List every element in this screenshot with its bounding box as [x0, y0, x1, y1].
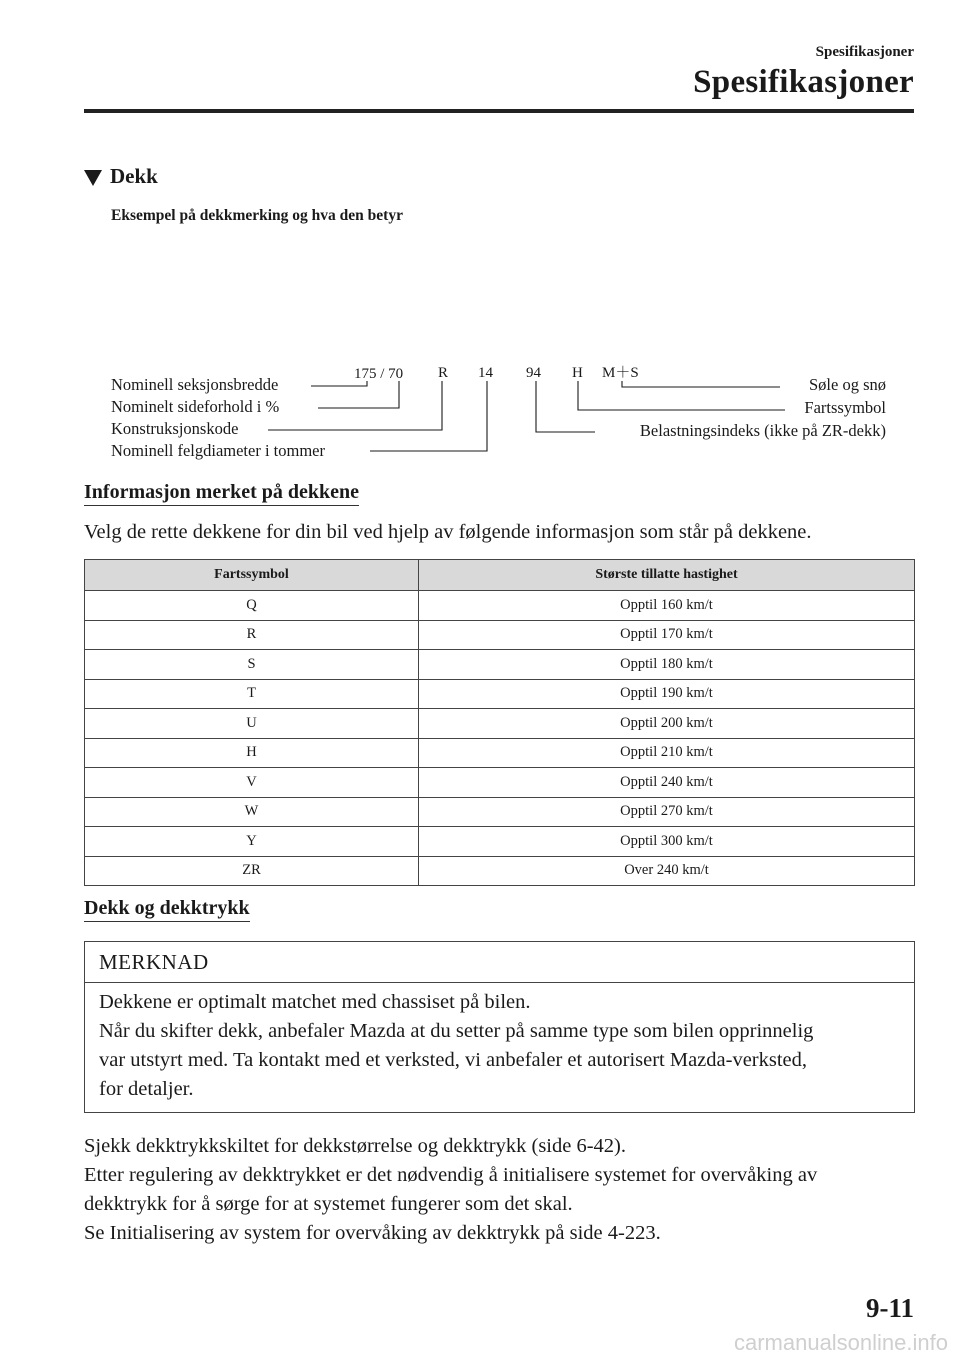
max-speed-cell: Opptil 240 km/t: [419, 768, 915, 798]
table-header-max-speed: Største tillatte hastighet: [419, 560, 915, 591]
max-speed-cell: Opptil 160 km/t: [419, 591, 915, 621]
max-speed-cell: Opptil 180 km/t: [419, 650, 915, 680]
table-row: [85, 650, 915, 680]
info-text: Velg de rette dekkene for din bil ved hjelp av følgende informasjon som står på dekkene.: [84, 521, 812, 543]
table-row: [85, 856, 915, 886]
tyre-pressure-text: [84, 1132, 914, 1248]
speed-symbol-cell: H: [85, 738, 419, 768]
table-row: [85, 797, 915, 827]
speed-symbol-cell: W: [85, 797, 419, 827]
speed-symbol-cell: V: [85, 768, 419, 798]
table-header-speed-symbol: Fartssymbol: [85, 560, 419, 591]
max-speed-cell: Opptil 270 km/t: [419, 797, 915, 827]
note-line: for detaljer.: [99, 1078, 194, 1100]
leader-speed: [578, 381, 785, 410]
label-ms: Søle og snø: [808, 375, 886, 394]
speed-symbol-cell: Q: [85, 591, 419, 621]
body-line: Se Initialisering av system for overvåking av dekktrykk på side 4-223.: [84, 1222, 661, 1244]
triangle-bullet-icon: [84, 170, 102, 186]
max-speed-cell: Opptil 210 km/t: [419, 738, 915, 768]
table-row: [85, 827, 915, 857]
speed-symbol-cell: T: [85, 679, 419, 709]
speed-symbol-cell: U: [85, 709, 419, 739]
leader-load: [536, 381, 595, 432]
body-line: Etter regulering av dekktrykket er det nødvendig å initialisere systemet for overvåking av: [84, 1164, 818, 1186]
max-speed-cell: Opptil 200 km/t: [419, 709, 915, 739]
label-speed: Fartssymbol: [804, 398, 886, 417]
note-line: var utstyrt med. Ta kontakt med et verksted, vi anbefaler et autorisert Mazda-verksted,: [99, 1049, 808, 1071]
header-rule: [84, 109, 914, 113]
code-construction: R: [438, 365, 449, 381]
info-heading: Informasjon merket på dekkene: [84, 481, 359, 506]
note-title: MERKNAD: [85, 942, 914, 983]
running-header-small: Spesifikasjoner: [815, 44, 914, 60]
table-row: [85, 738, 915, 768]
leader-construction: [268, 381, 442, 430]
table-row: [85, 679, 915, 709]
table-row: [85, 768, 915, 798]
note-line: Dekkene er optimalt matchet med chassiset på bilen.: [99, 991, 531, 1013]
tyre-pressure-heading: Dekk og dekktrykk: [84, 897, 250, 922]
body-line: dekktrykk for å sørge for at systemet fungerer som det skal.: [84, 1193, 573, 1215]
speed-symbol-cell: Y: [85, 827, 419, 857]
max-speed-cell: Opptil 300 km/t: [419, 827, 915, 857]
leader-rim: [370, 381, 487, 451]
section-heading: [84, 164, 158, 189]
diagram-subtitle: Eksempel på dekkmerking og hva den betyr: [111, 207, 403, 224]
label-width: Nominell seksjonsbredde: [111, 375, 279, 394]
table-row: [85, 620, 915, 650]
table-row: [85, 591, 915, 621]
label-construction: Konstruksjonskode: [111, 419, 239, 438]
speed-symbol-table: [84, 559, 915, 886]
tyre-marking-diagram: [0, 350, 960, 465]
footer-watermark: carmanualsonline.info: [733, 1330, 948, 1355]
running-header-title: Spesifikasjoner: [693, 64, 914, 100]
max-speed-cell: Opptil 170 km/t: [419, 620, 915, 650]
table-header-row: [85, 560, 915, 591]
label-load: Belastningsindeks (ikke på ZR-dekk): [639, 421, 886, 440]
speed-symbol-cell: ZR: [85, 856, 419, 886]
section-title: Dekk: [110, 164, 158, 188]
leader-ratio: [318, 381, 399, 408]
code-width-ratio: 175 / 70: [354, 366, 404, 382]
note-line: Når du skifter dekk, anbefaler Mazda at du setter på samme type som bilen opprinnelig: [99, 1020, 814, 1042]
code-load: 94: [526, 365, 541, 381]
max-speed-cell: Opptil 190 km/t: [419, 679, 915, 709]
max-speed-cell: Over 240 km/t: [419, 856, 915, 886]
page-number: 9-11: [865, 1293, 914, 1323]
code-rim: 14: [478, 365, 493, 381]
leader-ms: [622, 381, 780, 387]
label-rim: Nominell felgdiameter i tommer: [111, 441, 325, 460]
code-ms: M＋S: [602, 365, 639, 381]
note-body: [85, 983, 914, 1112]
label-ratio: Nominelt sideforhold i %: [111, 397, 280, 416]
body-line: Sjekk dekktrykkskiltet for dekkstørrelse og dekktrykk (side 6-42).: [84, 1135, 626, 1157]
speed-symbol-cell: R: [85, 620, 419, 650]
note-box: [84, 941, 915, 1113]
speed-symbol-cell: S: [85, 650, 419, 680]
code-speed: H: [572, 365, 583, 381]
table-row: [85, 709, 915, 739]
